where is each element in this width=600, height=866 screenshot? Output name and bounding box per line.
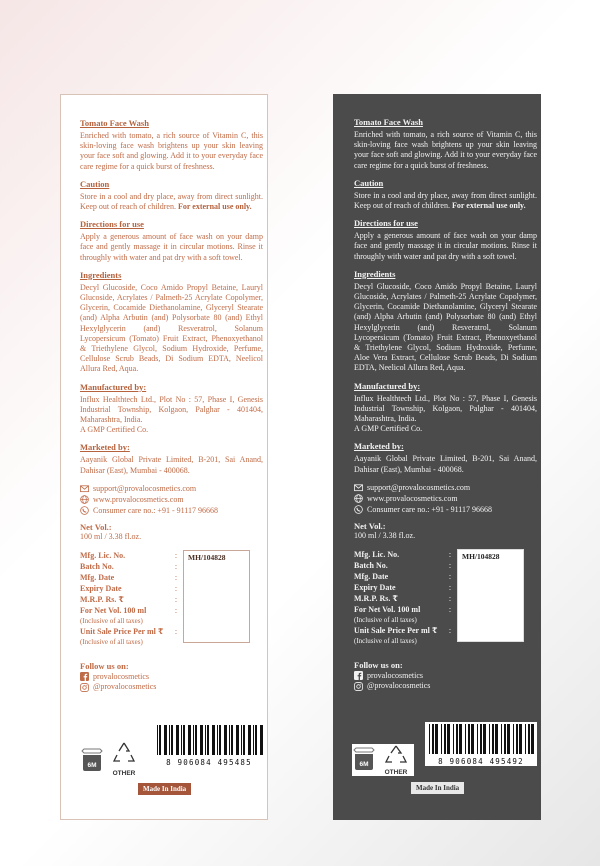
barcode-bar — [480, 724, 482, 754]
barcode-bar — [212, 725, 215, 755]
unit-price-label: Unit Sale Price Per ml ₹ — [80, 627, 164, 637]
mfg-date-label: Mfg. Date — [354, 572, 389, 582]
barcode-bar — [468, 724, 470, 754]
barcode-bar — [504, 724, 506, 754]
caution-title: Caution — [354, 177, 384, 188]
barcode-bar — [477, 724, 478, 754]
incl-taxes: (Inclusive of all taxes) — [354, 616, 417, 625]
barcode-bar — [456, 724, 458, 754]
barcode-bar — [432, 724, 434, 754]
recycle-symbols-icon — [80, 741, 142, 777]
lic-value: MH/104828 — [188, 553, 226, 563]
barcode-bar — [525, 724, 526, 754]
barcode-bar — [447, 724, 450, 754]
barcode-bar — [444, 724, 446, 754]
barcode-bar — [169, 725, 170, 755]
barcode-bar — [435, 724, 438, 754]
barcode-bar — [471, 724, 474, 754]
care-row — [80, 505, 263, 516]
facebook-text[interactable]: provalocosmetics — [93, 671, 149, 681]
barcode-bar — [236, 725, 239, 755]
globe-icon — [354, 494, 363, 503]
other-label: OTHER — [112, 770, 136, 777]
barcode-bar — [207, 725, 209, 755]
for-net-label: For Net Vol. 100 ml — [80, 606, 147, 616]
bottom-symbols — [352, 722, 542, 776]
made-in-india-badge: Made In India — [411, 782, 464, 794]
barcode-bar — [459, 724, 462, 754]
barcode-bar — [183, 725, 185, 755]
barcode-bar — [157, 725, 158, 755]
barcode-bar — [429, 724, 430, 754]
instagram-row — [354, 681, 537, 692]
barcode-number: 8 906084 495492 — [425, 757, 537, 766]
caution-text: Store in a cool and dry place, away from direct sunlight. Keep out of reach of children. For external use only. — [80, 191, 263, 212]
lic-value: MH/104828 — [462, 552, 500, 562]
mfg-details: Mfg. Lic. No. : Batch No. : Mfg. Date : Expiry Date : M.R.P. Rs. ₹ : For Net Vol. 100 ml : (Inclusive of all taxes) Unit Sale Price Per ml ₹ : (Inclusive of all taxes) MH/104828 — [80, 550, 263, 647]
contact-block — [80, 483, 263, 516]
barcode-bar — [219, 725, 221, 755]
barcode-bar — [224, 725, 227, 755]
instagram-row — [80, 682, 263, 693]
barcode-bar — [195, 725, 197, 755]
marketed-text: Aayanik Global Private Limited, B-201, Sai Anand, Dahisar (East), Mumbai - 400068. — [354, 454, 537, 474]
barcode-bar — [229, 725, 230, 755]
care-row — [354, 504, 537, 515]
manufactured-title: Manufactured by: — [80, 381, 147, 392]
netvol-title: Net Vol.: — [354, 520, 386, 531]
barcode-bar — [205, 725, 206, 755]
pao-label: 6M — [87, 762, 97, 769]
for-net-label: For Net Vol. 100 ml — [354, 605, 421, 615]
netvol-value: 100 ml / 3.38 fl.oz. — [80, 531, 142, 541]
barcode-bars — [425, 722, 537, 756]
barcode-bar — [200, 725, 203, 755]
website-row — [80, 494, 263, 505]
mfg-value-box — [457, 549, 524, 642]
netvol-value: 100 ml / 3.38 fl.oz. — [354, 530, 416, 540]
ingredients-text: Decyl Glucoside, Coco Amido Propyl Betaine, Lauryl Glucoside, Acrylates / Palmeth-25 Acrylate Copolymer, Glycerin, Cocamide Diethanolamine, Glyceryl Stearate (and) Alpha Arbutin (and) Polysorbate 80 (and) Ethyl Hexylglycerin (and) Resveratrol, Solanum Lycopersicum (Tomato) Fruit Extract, Phenoxyethanol & Triethylene Glycol, Sodium Hydroxide, Perfume, Aloe Vera Extract, Cellulose Scrub Beads, Di Sodium EDTA, Neelicol Allura Red, Aqua. — [354, 281, 537, 373]
recycle-symbols-icon — [352, 740, 414, 776]
expiry-label: Expiry Date — [354, 583, 396, 593]
barcode-bar — [489, 724, 490, 754]
instagram-text[interactable]: @provalocosmetics — [367, 681, 431, 691]
instagram-text[interactable]: @provalocosmetics — [93, 682, 157, 692]
incl-taxes-2: (Inclusive of all taxes) — [354, 637, 417, 646]
barcode-bar — [492, 724, 494, 754]
batch-label: Batch No. — [354, 561, 388, 571]
batch-label: Batch No. — [80, 562, 114, 572]
mfg-details: Mfg. Lic. No. : Batch No. : Mfg. Date : Expiry Date : M.R.P. Rs. ₹ : For Net Vol. 100 ml : (Inclusive of all taxes) Unit Sale Price Per ml ₹ : (Inclusive of all taxes) MH/104828 — [354, 549, 537, 646]
incl-taxes-2: (Inclusive of all taxes) — [80, 638, 143, 647]
barcode-bar — [531, 724, 534, 754]
barcode-bar — [465, 724, 466, 754]
email-row — [80, 483, 263, 494]
instagram-icon — [80, 683, 89, 692]
ingredients-title: Ingredients — [354, 268, 396, 279]
barcode-bar — [528, 724, 530, 754]
barcode-bar — [181, 725, 182, 755]
label-panel-light — [60, 94, 268, 820]
barcode-bar — [519, 724, 522, 754]
barcode-bar — [253, 725, 254, 755]
barcode-bar — [217, 725, 218, 755]
barcode-bar — [241, 725, 242, 755]
mfg-date-label: Mfg. Date — [80, 573, 115, 583]
facebook-icon — [80, 672, 89, 681]
barcode-bar — [255, 725, 257, 755]
mfg-lic-label: Mfg. Lic. No. — [80, 551, 126, 561]
email-row — [354, 482, 537, 493]
barcode-bar — [164, 725, 167, 755]
ingredients-text: Decyl Glucoside, Coco Amido Propyl Betaine, Lauryl Glucoside, Acrylates / Palmeth-25 Acrylate Copolymer, Glycerin, Cocamide Diethanolamine, Glyceryl Stearate (and) Alpha Arbutin (and) Polysorbate 80 (and) Ethyl Hexylglycerin (and) Resveratrol, Solanum Lycopersicum (Tomato) Fruit Extract, Phenoxyethanol & Triethylene Glycol, Sodium Hydroxide, Perfume, Cellulose Scrub Beads, Di Sodium EDTA, Neelicol Allura Red, Aqua. — [80, 282, 263, 374]
manufactured-title: Manufactured by: — [354, 380, 421, 391]
website-text[interactable]: www.provalocosmetics.com — [367, 493, 458, 503]
follow-title: Follow us on: — [80, 661, 129, 672]
care-text: Consumer care no.: +91 - 91117 96668 — [367, 504, 493, 514]
follow-title: Follow us on: — [354, 660, 403, 671]
caution-text: Store in a cool and dry place, away from direct sunlight. Keep out of reach of children. For external use only. — [354, 190, 537, 211]
mrp-label: M.R.P. Rs. ₹ — [80, 595, 124, 605]
barcode — [153, 723, 265, 767]
directions-title: Directions for use — [354, 218, 418, 229]
directions-text: Apply a generous amount of face wash on your damp face and gently massage it in circular motions. Rinse it throughly with water and pat dry with a soft towel. — [80, 232, 263, 262]
product-title: Tomato Face Wash — [354, 117, 423, 127]
netvol-title: Net Vol.: — [80, 521, 112, 532]
label-panel-dark — [333, 94, 541, 820]
phone-icon — [354, 505, 363, 514]
email-text[interactable]: support@provalocosmetics.com — [93, 483, 197, 493]
barcode-bar — [441, 724, 442, 754]
product-title: Tomato Face Wash — [80, 118, 149, 128]
barcode-bar — [193, 725, 194, 755]
barcode-bar — [171, 725, 173, 755]
follow-block — [80, 661, 263, 693]
unit-price-label: Unit Sale Price Per ml ₹ — [354, 626, 438, 636]
facebook-row — [354, 671, 537, 682]
globe-icon — [80, 495, 89, 504]
mfg-lic-label: Mfg. Lic. No. — [354, 550, 400, 560]
phone-icon — [80, 506, 89, 515]
barcode-bar — [516, 724, 518, 754]
facebook-row — [80, 672, 263, 683]
email-icon — [80, 484, 89, 493]
pao-label: 6M — [359, 761, 369, 768]
barcode-bar — [501, 724, 502, 754]
product-description: Enriched with tomato, a rich source of Vitamin C, this skin-loving face wash brightens up your skin leaving your face soft and glowing. Add it to your everyday face care regime for a quick burst of freshness. — [80, 131, 263, 171]
care-text: Consumer care no.: +91 - 91117 96668 — [93, 505, 219, 515]
email-icon — [354, 483, 363, 492]
marketed-text: Aayanik Global Private Limited, B-201, Sai Anand, Dahisar (East), Mumbai - 400068. — [80, 455, 263, 475]
ingredients-title: Ingredients — [80, 269, 122, 280]
made-in-india-badge: Made In India — [138, 783, 191, 795]
mrp-label: M.R.P. Rs. ₹ — [354, 594, 398, 604]
facebook-text[interactable]: provalocosmetics — [367, 670, 423, 680]
barcode-bar — [231, 725, 233, 755]
barcode-bar — [507, 724, 510, 754]
barcode — [425, 722, 537, 766]
product-description: Enriched with tomato, a rich source of Vitamin C, this skin-loving face wash brightens up your skin leaving your face soft and glowing. Add it to your everyday face care regime for a quick burst of freshness. — [354, 130, 537, 170]
marketed-title: Marketed by: — [80, 442, 130, 453]
manufactured-text: Influx Healthtech Ltd., Plot No : 57, Phase I, Genesis Industrial Township, Kolgaon, Palghar - 401404, Maharashtra, India. A GMP Certified Co. — [354, 393, 537, 434]
website-row — [354, 493, 537, 504]
barcode-bar — [188, 725, 191, 755]
instagram-icon — [354, 682, 363, 691]
caution-title: Caution — [80, 178, 110, 189]
mfg-value-box — [183, 550, 250, 643]
barcode-number: 8 906084 495485 — [153, 758, 265, 767]
barcode-bar — [513, 724, 514, 754]
website-text[interactable]: www.provalocosmetics.com — [93, 494, 184, 504]
barcode-bar — [243, 725, 245, 755]
manufactured-text: Influx Healthtech Ltd., Plot No : 57, Phase I, Genesis Industrial Township, Kolgaon, Palghar - 401404, Maharashtra, India. A GMP Certified Co. — [80, 394, 263, 435]
barcode-bars — [153, 723, 265, 757]
bottom-symbols — [80, 723, 270, 777]
email-text[interactable]: support@provalocosmetics.com — [367, 482, 471, 492]
barcode-bar — [248, 725, 251, 755]
barcode-bar — [260, 725, 263, 755]
other-label: OTHER — [384, 769, 408, 776]
barcode-bar — [453, 724, 454, 754]
directions-title: Directions for use — [80, 219, 144, 230]
marketed-title: Marketed by: — [354, 441, 404, 452]
follow-block — [354, 660, 537, 692]
barcode-bar — [495, 724, 498, 754]
barcode-bar — [176, 725, 179, 755]
expiry-label: Expiry Date — [80, 584, 122, 594]
incl-taxes: (Inclusive of all taxes) — [80, 617, 143, 626]
barcode-bar — [483, 724, 486, 754]
contact-block — [354, 482, 537, 515]
barcode-bar — [159, 725, 161, 755]
directions-text: Apply a generous amount of face wash on your damp face and gently massage it in circular motions. Rinse it throughly with water and pat dry with a soft towel. — [354, 231, 537, 261]
facebook-icon — [354, 671, 363, 680]
